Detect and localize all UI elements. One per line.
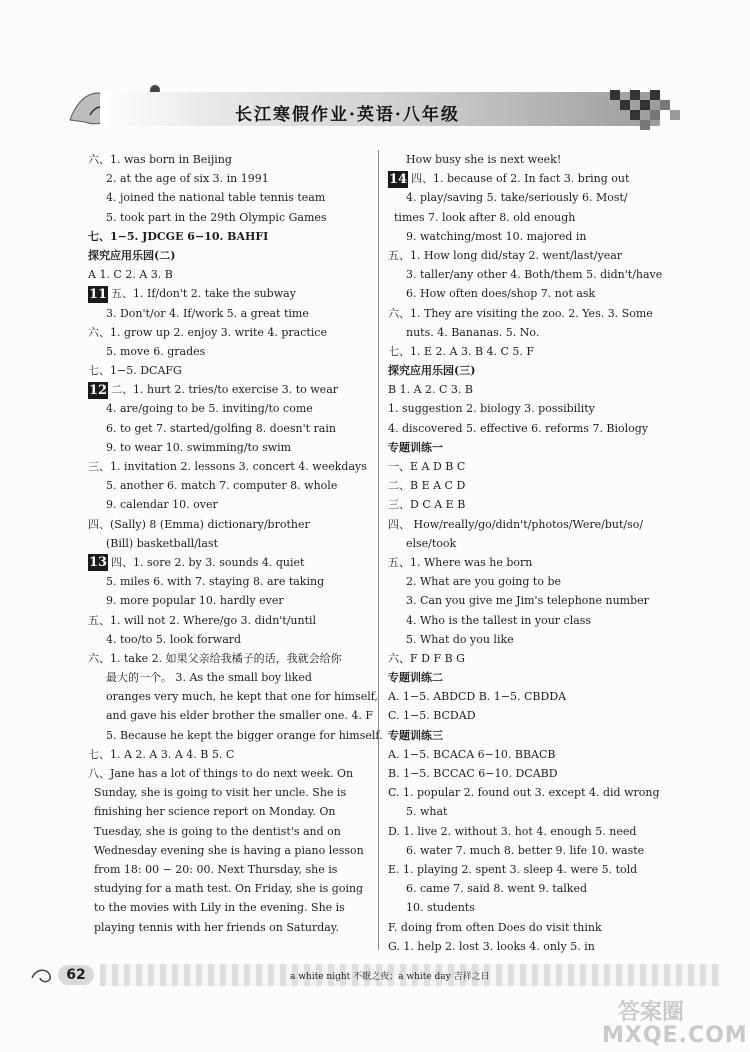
answer-text: 5. What do you like [406, 632, 514, 646]
left-column [88, 150, 383, 937]
answer-line [388, 745, 670, 764]
answer-line [388, 304, 670, 323]
answer-line [88, 304, 370, 323]
answer-text: 5. what [406, 805, 448, 819]
answer-line [88, 284, 370, 303]
answer-line [88, 457, 370, 476]
answer-line [388, 802, 670, 821]
answer-text: 9. to wear 10. swimming/to swim [106, 440, 292, 454]
answer-text: 4. discovered 5. effective 6. reforms 7. Biology [388, 421, 649, 435]
answer-text: 3. Can you give me Jim's telephone number [406, 594, 649, 608]
answer-text: 三、D C A E B [388, 498, 466, 512]
answer-text: A 1. C 2. A 3. B [88, 268, 173, 282]
answer-line [388, 783, 670, 802]
answer-line [388, 860, 670, 879]
answer-text: A. 1−5. BCACA 6−10. BBACB [388, 747, 556, 761]
answer-line [388, 591, 670, 610]
answer-text: 七、1−5. JDCGE 6−10. BAHFI [88, 229, 269, 243]
answer-line [88, 265, 370, 284]
answer-line [388, 342, 670, 361]
answer-text: 六、F D F B G [388, 651, 465, 665]
answer-line [388, 822, 670, 841]
answer-line [88, 188, 370, 207]
answer-text: 二、1. hurt 2. tries/to exercise 3. to wear [111, 383, 339, 397]
answer-text: 5. Because he kept the bigger orange for himself. [106, 728, 383, 742]
answer-text: 五、1. If/don't 2. take the subway [111, 287, 296, 301]
checker-pattern-icon [610, 90, 690, 130]
page-number: 62 [58, 965, 94, 985]
answer-text: 二、B E A C D [388, 479, 466, 493]
answer-line [388, 572, 670, 591]
lesson-number-badge: 11 [88, 286, 108, 302]
answer-text: 五、1. Where was he born [388, 555, 533, 569]
answer-line [388, 457, 670, 476]
answer-text: and gave his elder brother the smaller one. 4. F [106, 709, 374, 723]
answer-line [88, 515, 370, 534]
answer-text: 六、1. They are visiting the zoo. 2. Yes. 3. Some [388, 306, 653, 320]
answer-line [388, 611, 670, 630]
answer-text: 5. another 6. match 7. computer 8. whole [106, 479, 338, 493]
answer-text: else/took [406, 536, 457, 550]
answer-line [88, 150, 370, 169]
answer-line [388, 649, 670, 668]
answer-text: 七、1. A 2. A 3. A 4. B 5. C [88, 747, 235, 761]
answer-text: 专题训练二 [388, 671, 443, 685]
answer-text: G. 1. help 2. lost 3. looks 4. only 5. in [388, 939, 595, 953]
answer-text: 探究应用乐园(二) [88, 248, 176, 262]
answer-line [88, 553, 370, 572]
answer-line [388, 399, 670, 418]
answer-text: times 7. look after 8. old enough [394, 210, 576, 224]
answer-text: 专题训练一 [388, 440, 443, 454]
answer-line [388, 706, 670, 725]
lesson-number-badge: 12 [88, 382, 108, 398]
answer-text: 5. move 6. grades [106, 344, 206, 358]
answer-line [388, 169, 670, 188]
answer-text: 2. What are you going to be [406, 575, 561, 589]
swirl-ornament-icon [30, 966, 60, 986]
answer-line [388, 534, 670, 553]
answer-text: 七、1. E 2. A 3. B 4. C 5. F [388, 344, 535, 358]
answer-text: 4. are/going to be 5. inviting/to come [106, 402, 313, 416]
answer-text: 9. more popular 10. hardly ever [106, 594, 284, 608]
footer-text: a white night 不眠之夜；a white day 吉祥之日 [290, 972, 490, 982]
answer-line [88, 476, 370, 495]
answer-line [388, 361, 670, 380]
answer-text: 七、1−5. DCAFG [88, 364, 182, 378]
answer-text: 6. How often does/shop 7. not ask [406, 287, 596, 301]
answer-line [388, 150, 670, 169]
answer-line [88, 591, 370, 610]
answer-line [388, 515, 670, 534]
answer-line [88, 246, 370, 265]
answer-text: 四、 How/really/go/didn't/photos/Were/but/so/ [388, 517, 644, 531]
answer-line [88, 534, 370, 553]
answer-line [388, 553, 670, 572]
answer-text: 四、1. because of 2. In fact 3. bring out [411, 172, 630, 186]
answer-line [388, 687, 670, 706]
answer-line [88, 380, 370, 399]
answer-text: 9. calendar 10. over [106, 498, 218, 512]
answer-line [88, 726, 383, 745]
answer-text: 五、1. will not 2. Where/go 3. didn't/until [88, 613, 317, 627]
watermark [600, 995, 750, 1052]
passage-line: 八、Jane has a lot of things to do next week. On [88, 767, 354, 780]
answer-line [88, 572, 370, 591]
answer-line [88, 227, 370, 246]
answer-text: nuts. 4. Bananas. 5. No. [406, 325, 540, 339]
answer-line [388, 438, 670, 457]
answer-text: 六、1. grow up 2. enjoy 3. write 4. practice [88, 325, 328, 339]
answer-line [88, 687, 378, 706]
answer-line [388, 284, 670, 303]
answer-line [388, 246, 670, 265]
page-footer [30, 962, 720, 990]
answer-line [388, 668, 670, 687]
answer-text: 6. water 7. much 8. better 9. life 10. waste [406, 843, 645, 857]
answer-line [88, 419, 370, 438]
passage-line: studying for a math test. On Friday, she is going [94, 882, 364, 896]
answer-text: oranges very much, he kept that one for himself, [106, 690, 378, 704]
column-divider [378, 150, 379, 950]
answer-text: B. 1−5. BCCAC 6−10. DCABD [388, 767, 558, 780]
answer-text: 4. Who is the tallest in your class [406, 613, 592, 627]
answer-line [388, 380, 670, 399]
answer-line [88, 611, 370, 630]
answer-line [88, 706, 374, 725]
passage-line: from 18: 00 − 20: 00. Next Thursday, she is [94, 862, 338, 876]
answer-text: C. 1. popular 2. found out 3. except 4. did wrong [388, 786, 660, 800]
answer-line [88, 169, 370, 188]
answer-text: How busy she is next week! [406, 153, 562, 166]
passage-line: Sunday, she is going to visit her uncle. She is [94, 786, 347, 800]
answer-text: 4. play/saving 5. take/seriously 6. Most/ [406, 191, 628, 205]
answer-line [88, 399, 370, 418]
passage-line: to the movies with Lily in the evening. She is [94, 901, 345, 915]
answer-line [88, 323, 370, 342]
answer-line [88, 649, 370, 668]
answer-text: A. 1−5. ABDCD B. 1−5. CBDDA [388, 690, 567, 704]
lesson-number-badge: 13 [88, 555, 108, 571]
answer-text: 5. miles 6. with 7. staying 8. are taking [106, 575, 325, 589]
answer-text: 探究应用乐园(三) [388, 364, 476, 378]
answer-text: 最大的一个。 3. As the small boy liked [106, 671, 312, 685]
answer-text: 四、1. sore 2. by 3. sounds 4. quiet [111, 555, 305, 569]
answer-text: (Bill) basketball/last [106, 536, 219, 550]
answer-text: 5. took part in the 29th Olympic Games [106, 210, 327, 224]
passage-line: finishing her science report on Monday. On [94, 805, 336, 819]
answer-line [388, 323, 670, 342]
answer-line [388, 495, 670, 514]
answer-line [388, 841, 670, 860]
answer-text: 10. students [406, 901, 475, 915]
answer-line [388, 265, 670, 284]
answer-line [388, 937, 670, 956]
watermark-url: MXQE.COM [602, 1023, 748, 1048]
answer-line [388, 898, 670, 917]
answer-text: 三、1. invitation 2. lessons 3. concert 4. weekdays [88, 460, 367, 473]
answer-line [88, 630, 370, 649]
answer-line [88, 342, 370, 361]
lesson-number-badge: 14 [388, 171, 408, 187]
watermark-logo: 答案圈 [618, 1000, 685, 1025]
passage-line: Tuesday, she is going to the dentist's and on [94, 824, 341, 838]
answer-line [388, 476, 670, 495]
answer-text: 专题训练三 [388, 728, 443, 742]
passage-line: playing tennis with her friends on Saturday. [94, 920, 340, 934]
answer-text: 2. at the age of six 3. in 1991 [106, 172, 269, 186]
answer-line [388, 726, 670, 745]
answer-text: 3. Don't/or 4. If/work 5. a great time [106, 306, 309, 320]
answer-line [88, 438, 370, 457]
passage-line: Wednesday evening she is having a piano lesson [94, 843, 364, 857]
answer-text: 四、(Sally) 8 (Emma) dictionary/brother [88, 517, 310, 531]
answer-text: E. 1. playing 2. spent 3. sleep 4. were 5. told [388, 862, 638, 876]
answer-text: 6. came 7. said 8. went 9. talked [406, 882, 588, 896]
answer-line [88, 745, 370, 764]
answer-line [388, 188, 670, 207]
answer-line [88, 668, 370, 687]
answer-text: 1. suggestion 2. biology 3. possibility [388, 402, 595, 416]
answer-text: C. 1−5. BCDAD [388, 709, 476, 723]
page-title: 长江寒假作业·英语·八年级 [235, 105, 460, 125]
header-banner [60, 80, 690, 136]
answer-text: B 1. A 2. C 3. B [388, 383, 473, 397]
answer-text: 五、1. How long did/stay 2. went/last/year [388, 248, 623, 262]
passage [88, 764, 370, 937]
right-column [388, 150, 670, 956]
answer-line [388, 918, 670, 937]
answer-text: 3. taller/any other 4. Both/them 5. didn't/have [406, 268, 663, 282]
answer-text: 六、1. take 2. 如果父亲给我橘子的话，我就会给你 [88, 651, 342, 665]
answer-text: D. 1. live 2. without 3. hot 4. enough 5. need [388, 824, 637, 838]
answer-line [388, 630, 670, 649]
answer-text: 六、1. was born in Beijing [88, 153, 232, 166]
answer-line [88, 495, 370, 514]
answer-line [388, 879, 670, 898]
answer-text: 4. joined the national table tennis team [106, 191, 326, 205]
answer-line [388, 764, 670, 783]
answer-text: 一、E A D B C [388, 460, 466, 473]
answer-line [388, 208, 670, 227]
answer-line [88, 361, 370, 380]
answer-text: 4. too/to 5. look forward [106, 632, 242, 646]
answer-line [388, 227, 670, 246]
answer-line [88, 208, 370, 227]
answer-text: 9. watching/most 10. majored in [406, 229, 587, 243]
answer-text: 6. to get 7. started/golfing 8. doesn't rain [106, 421, 336, 435]
answer-text: F. doing from often Does do visit think [388, 920, 602, 934]
answer-line [388, 419, 670, 438]
